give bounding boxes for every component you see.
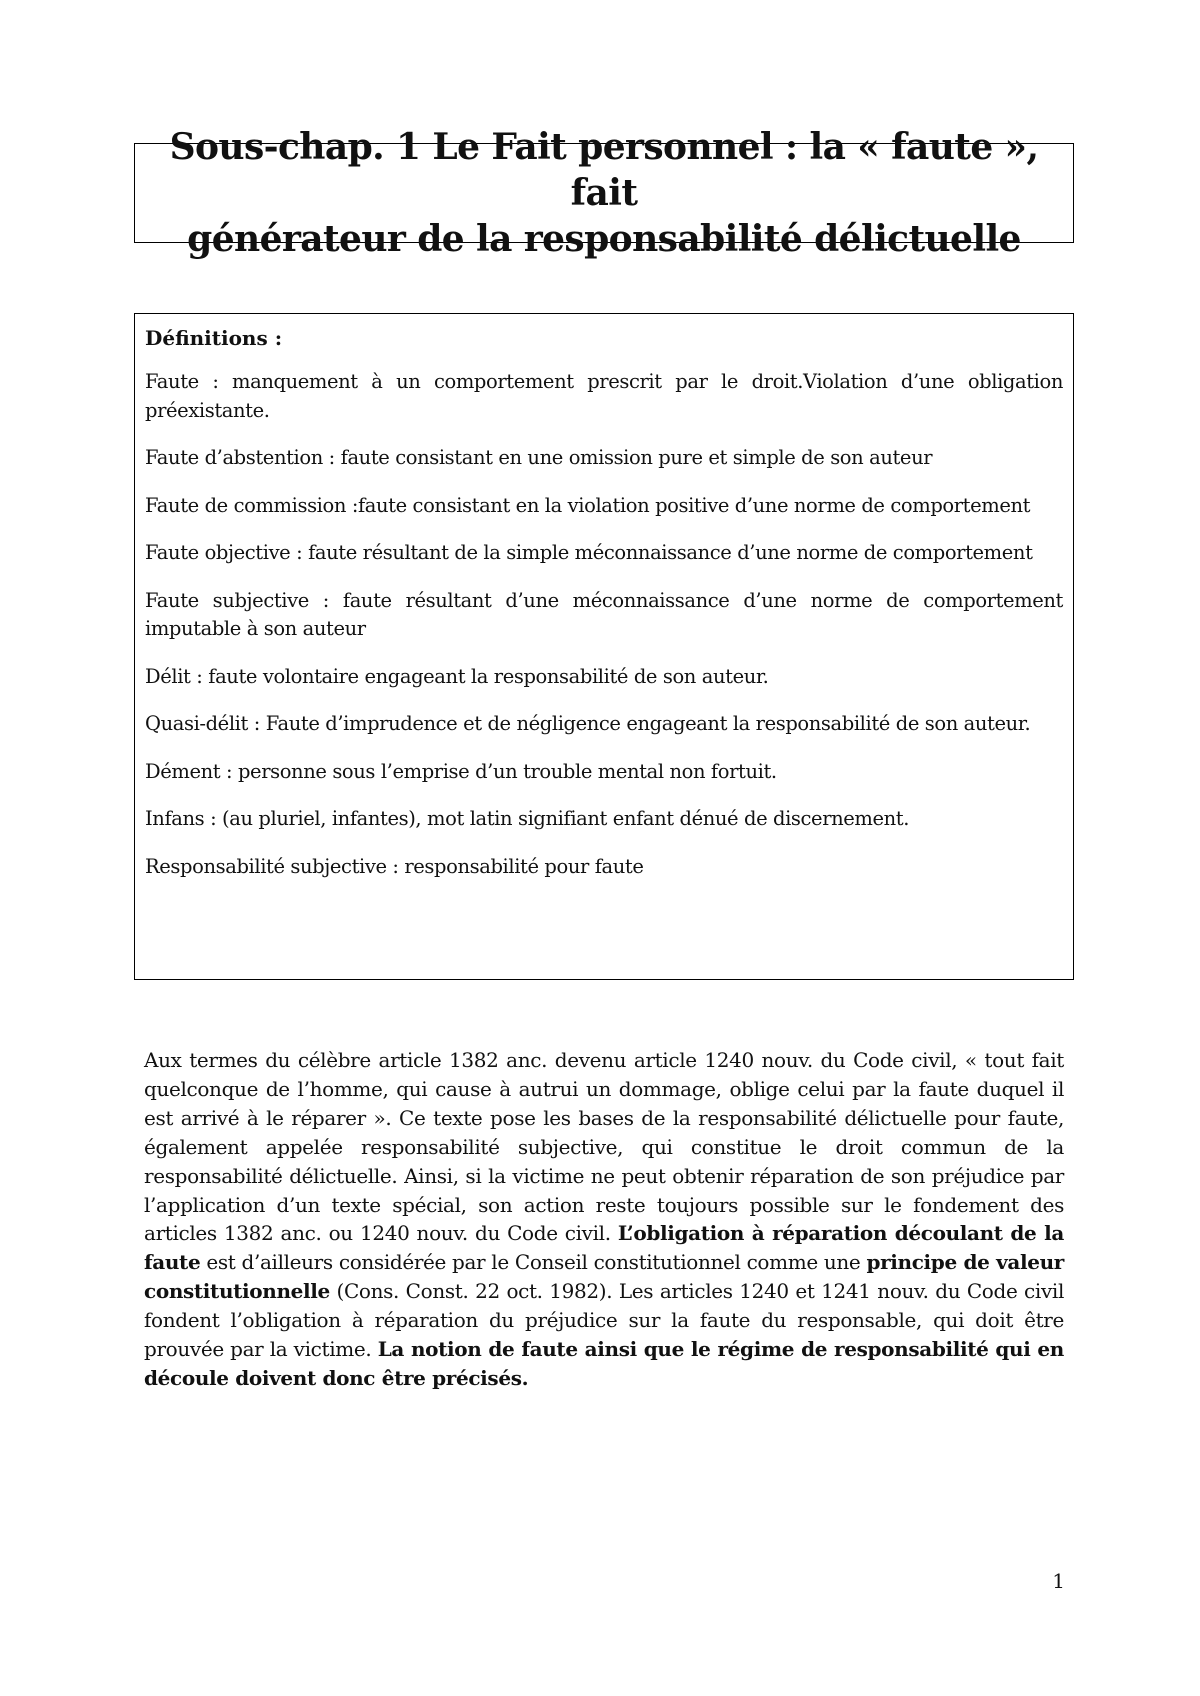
definition-faute-commission: Faute de commission :faute consistant en la violation positive d’une norme de comportement <box>145 493 1031 517</box>
definitions-box <box>134 313 1074 980</box>
intro-text-2: est d’ailleurs considérée par le Conseil constitutionnel comme une <box>200 1250 867 1275</box>
chapter-title-box <box>134 126 1074 260</box>
definitions-heading: Définitions : <box>145 326 283 350</box>
intro-bold-1: L’obligation à réparation découlant de la faute <box>144 1221 1064 1275</box>
definition-delit: Délit : faute volontaire engageant la responsabilité de son auteur. <box>145 664 769 688</box>
intro-text-1: Aux termes du célèbre article 1382 anc. devenu article 1240 nouv. du Code civil, « tout fait quelconque de l’homme, qui cause à autrui un dommage, oblige celui par la faute duquel il est arrivé à le réparer ». Ce texte pose les bases de la responsabilité délictuelle pour faute, également appelée responsabilité subjective, qui constitue le droit commun de la responsabilité délictuelle. Ainsi, si la victime ne peut obtenir réparation de son préjudice par l’application d’un texte spécial, son action reste toujours possible sur le fondement des articles 1382 anc. ou 1240 nouv. du Code civil. <box>144 1048 1064 1246</box>
definition-infans: Infans : (au pluriel, infantes), mot latin signifiant enfant dénué de discernement. <box>145 807 910 830</box>
definition-responsabilite-subjective: Responsabilité subjective : responsabilité pour faute <box>145 854 644 878</box>
definition-faute-subjective: Faute subjective : faute résultant d’une méconnaissance d’une norme de comportement imputable à son auteur <box>145 588 1063 640</box>
page-number: 1 <box>1052 1569 1065 1593</box>
intro-text-3: (Cons. Const. 22 oct. 1982). Les articles 1240 et 1241 nouv. du Code civil fondent l’obligation à réparation du préjudice sur la faute du responsable, qui doit être prouvée par la victime. <box>144 1279 1064 1362</box>
intro-bold-2: principe de valeur constitutionnelle <box>144 1250 1064 1304</box>
chapter-title-line-2: générateur de la responsabilité délictuelle <box>187 218 1021 260</box>
chapter-title-line-1: Sous-chap. 1 Le Fait personnel : la « faute », fait <box>169 126 1039 214</box>
intro-paragraph <box>144 1046 1064 1393</box>
definition-faute: Faute : manquement à un comportement prescrit par le droit.Violation d’une obligation préexistante. <box>145 370 1063 422</box>
definition-dement: Dément : personne sous l’emprise d’un trouble mental non fortuit. <box>145 759 777 783</box>
intro-bold-3: La notion de faute ainsi que le régime de responsabilité qui en découle doivent donc être précisés. <box>144 1337 1065 1390</box>
definition-faute-objective: Faute objective : faute résultant de la simple méconnaissance d’une norme de comportement <box>145 541 1033 564</box>
definition-faute-abstention: Faute d’abstention : faute consistant en une omission pure et simple de son auteur <box>145 446 933 469</box>
chapter-title <box>135 124 1073 262</box>
definition-quasi-delit: Quasi-délit : Faute d’imprudence et de négligence engageant la responsabilité de son auteur. <box>145 712 1031 735</box>
